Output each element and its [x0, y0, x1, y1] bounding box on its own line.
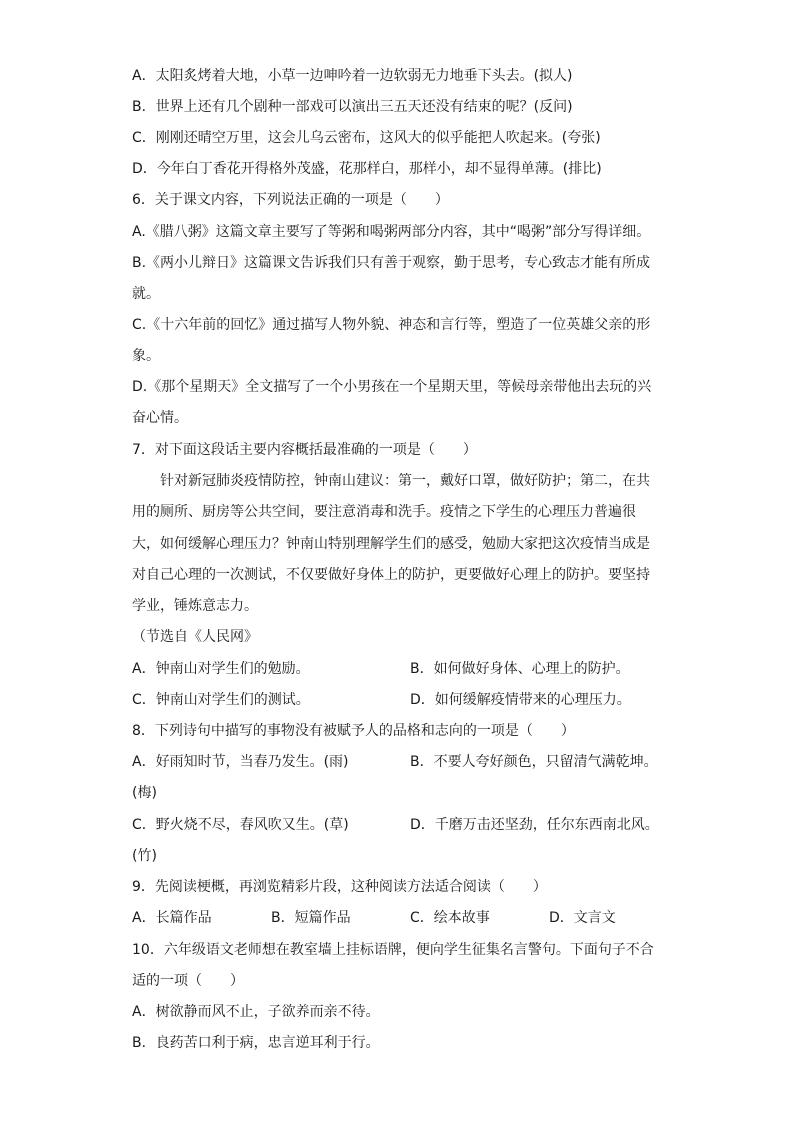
q6-option-c-line2: 象。 — [132, 348, 160, 364]
q6-option-c-line1: C.《十六年前的回忆》通过描写人物外貌、神态和言行等，塑造了一位英雄父亲的形 — [132, 317, 651, 333]
q7-option-c: C．钟南山对学生们的测试。 — [132, 692, 310, 708]
q7-passage-line2: 用的厕所、厨房等公共空间，要注意消毒和洗手。疫情之下学生的心理压力普遍很 — [132, 504, 636, 520]
q8-option-d-note: (竹) — [132, 848, 157, 864]
q8-option-a: A．好雨知时节，当春乃发生。(雨) — [132, 754, 349, 770]
q8-option-d: D．千磨万击还坚劲，任尔东西南北风。 — [410, 817, 659, 833]
q7-option-b: B．如何做好身体、心理上的防护。 — [410, 661, 630, 677]
q7-option-a: A．钟南山对学生们的勉励。 — [132, 661, 310, 677]
q6-option-a: A.《腊八粥》这篇文章主要写了等粥和喝粥两部分内容，其中“喝粥”部分写得详细。 — [132, 224, 651, 240]
q7-passage-line1: 针对新冠肺炎疫情防控，钟南山建议：第一，戴好口罩，做好防护；第二，在共 — [160, 473, 650, 489]
q8-option-b-note: (梅) — [132, 785, 157, 801]
q5-option-a: A．太阳炙烤着大地，小草一边呻吟着一边软弱无力地垂下头去。(拟人) — [132, 68, 573, 84]
q10-stem-line1: 10．六年级语文老师想在教室墙上挂标语牌，便向学生征集名言警句。下面句子不合 — [132, 942, 654, 958]
q10-stem-line2: 适的一项（ ） — [132, 973, 244, 989]
q7-passage-line3: 大，如何缓解心理压力？钟南山特别理解学生们的感受，勉励大家把这次疫情当成是 — [132, 536, 650, 552]
q5-option-c: C．刚刚还晴空万里，这会儿乌云密布，这风大的似乎能把人吹起来。(夸张) — [132, 130, 601, 146]
q6-stem: 6．关于课文内容，下列说法正确的一项是（ ） — [132, 192, 449, 208]
q5-option-d: D．今年白丁香花开得格外茂盛，花那样白，那样小，却不显得单薄。(排比) — [132, 161, 602, 177]
q7-option-d: D．如何缓解疫情带来的心理压力。 — [410, 692, 631, 708]
q10-option-b: B．良药苦口利于病，忠言逆耳利于行。 — [132, 1035, 380, 1051]
q8-stem: 8．下列诗句中描写的事物没有被赋予人的品格和志向的一项是（ ） — [132, 723, 575, 739]
q9-option-c: C．绘本故事 — [410, 910, 490, 926]
q7-source: （节选自《人民网》 — [132, 629, 258, 645]
q9-stem: 9．先阅读梗概，再浏览精彩片段，这种阅读方法适合阅读（ ） — [132, 879, 547, 895]
q7-passage-line4: 对自己心理的一次测试，不仅要做好身体上的防护，更要做好心理上的防护。要坚持 — [132, 567, 650, 583]
q8-option-b: B．不要人夸好颜色，只留清气满乾坤。 — [410, 754, 658, 770]
q6-option-b-line2: 就。 — [132, 286, 160, 302]
q9-option-b: B．短篇作品 — [271, 910, 351, 926]
q10-option-a: A．树欲静而风不止，子欲养而亲不待。 — [132, 1004, 380, 1020]
q7-stem: 7．对下面这段话主要内容概括最准确的一项是（ ） — [132, 442, 477, 458]
q7-passage-line5: 学业，锤炼意志力。 — [132, 598, 258, 614]
q5-option-b: B．世界上还有几个剧种一部戏可以演出三五天还没有结束的呢？(反问) — [132, 99, 573, 115]
q6-option-b-line1: B.《两小儿辩日》这篇课文告诉我们只有善于观察，勤于思考，专心致志才能有所成 — [132, 255, 651, 271]
q9-option-a: A．长篇作品 — [132, 910, 212, 926]
q9-option-d: D．文言文 — [549, 910, 616, 926]
q8-option-c: C．野火烧不尽，春风吹又生。(草) — [132, 817, 349, 833]
q6-option-d-line1: D.《那个星期天》全文描写了一个小男孩在一个星期天里，等候母亲带他出去玩的兴 — [132, 379, 652, 395]
q6-option-d-line2: 奋心情。 — [132, 410, 188, 426]
